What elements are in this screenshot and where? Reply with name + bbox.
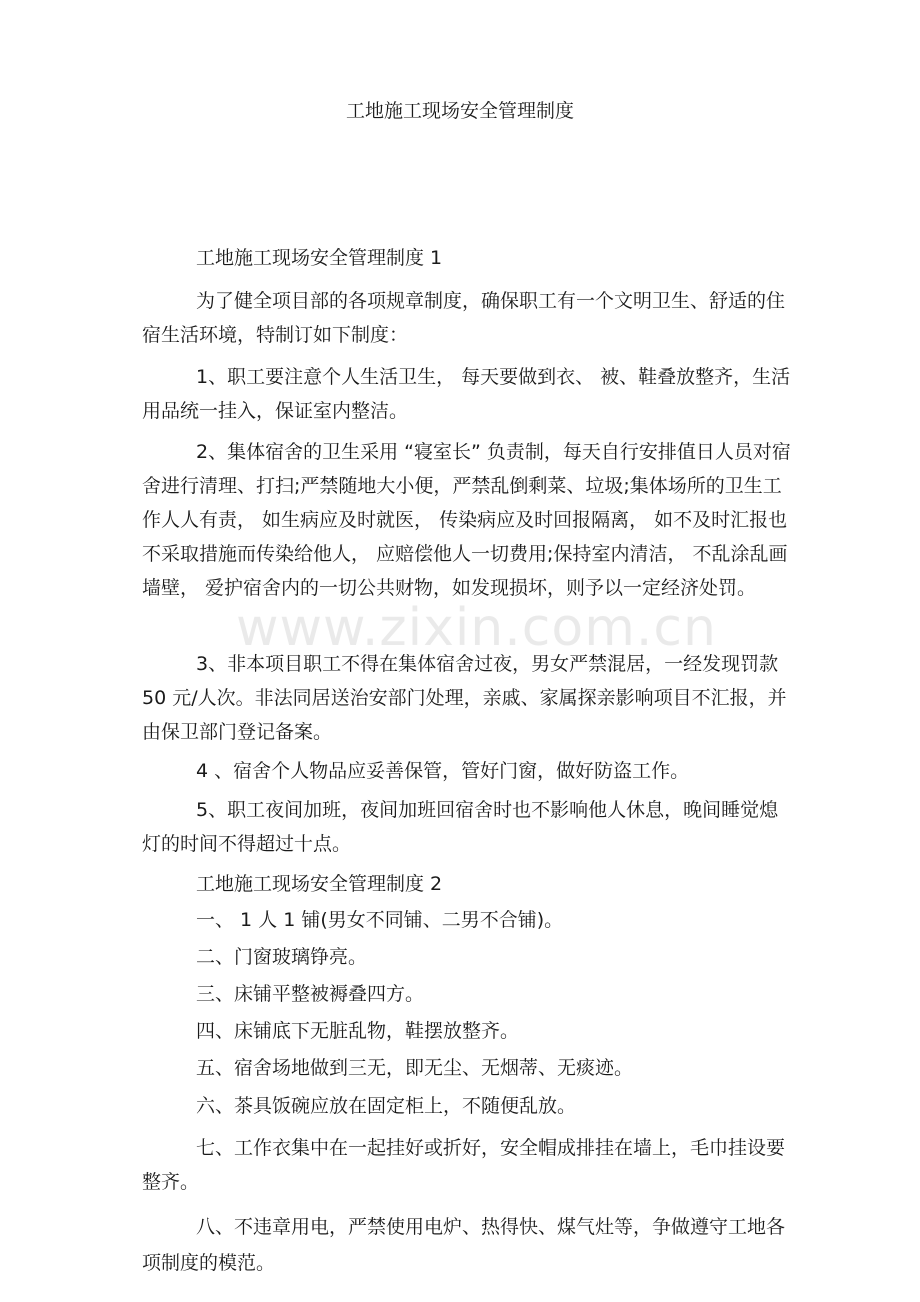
list-item-5: 五、宿舍场地做到三无，即无尘、无烟蒂、无痰迹。 — [196, 1057, 634, 1079]
watermark: www.zixin.com.cn — [236, 598, 717, 658]
list-item-8: 八、不违章用电，严禁使用电炉、热得快、煤气灶等，争做遵守工地各项制度的模范。 — [142, 1216, 786, 1274]
list-item-2: 二、门窗玻璃铮亮。 — [196, 946, 368, 968]
list-item-6: 六、茶具饭碗应放在固定柜上，不随便乱放。 — [196, 1095, 577, 1117]
list-item-4: 四、床铺底下无脏乱物，鞋摆放整齐。 — [196, 1020, 520, 1042]
paragraph-intro: 为了健全项目部的各项规章制度，确保职工有一个文明卫生、舒适的住宿生活环境，特制订如下制度： — [142, 290, 786, 346]
list-item-3: 三、床铺平整被褥叠四方。 — [196, 983, 425, 1005]
list-item-1: 一、 1 人 1 铺(男女不同铺、二男不合铺)。 — [196, 909, 564, 931]
paragraph-rule-4: 4 、宿舍个人物品应妥善保管，管好门窗，做好防盗工作。 — [196, 760, 690, 782]
paragraph-rule-1: 1、职工要注意个人生活卫生， 每天要做到衣、 被、鞋叠放整齐，生活用品统一挂入，保证室内整洁。 — [142, 366, 791, 422]
section-heading-1: 工地施工现场安全管理制度 1 — [196, 247, 443, 269]
page-title: 工地施工现场安全管理制度 — [345, 100, 574, 122]
paragraph-rule-2: 2、集体宿舍的卫生采用 “寝室长” 负责制，每天自行安排值日人员对宿舍进行清理、打扫;严禁随地大小便，严禁乱倒剩菜、垃圾;集体场所的卫生工作人人有责， 如生病应及时就医， 传染病应及时回报隔离， 如不及时汇报也不采取措施而传染给他人， 应赔偿他人一切费用;保持室内清洁， 不乱涂乱画墙壁， 爱护宿舍内的一切公共财物，如发现损坏，则予以一定经济处罚。 — [142, 441, 791, 599]
section-heading-2: 工地施工现场安全管理制度 2 — [196, 873, 443, 895]
list-item-7: 七、工作衣集中在一起挂好或折好，安全帽成排挂在墙上，毛巾挂设要整齐。 — [142, 1137, 786, 1193]
paragraph-rule-5: 5、职工夜间加班，夜间加班回宿舍时也不影响他人休息，晚间睡觉熄灯的时间不得超过十点。 — [142, 799, 779, 855]
paragraph-rule-3: 3、非本项目职工不得在集体宿舍过夜，男女严禁混居，一经发现罚款 50 元/人次。非法同居送治安部门处理，亲戚、家属探亲影响项目不汇报，并由保卫部门登记备案。 — [142, 653, 787, 743]
